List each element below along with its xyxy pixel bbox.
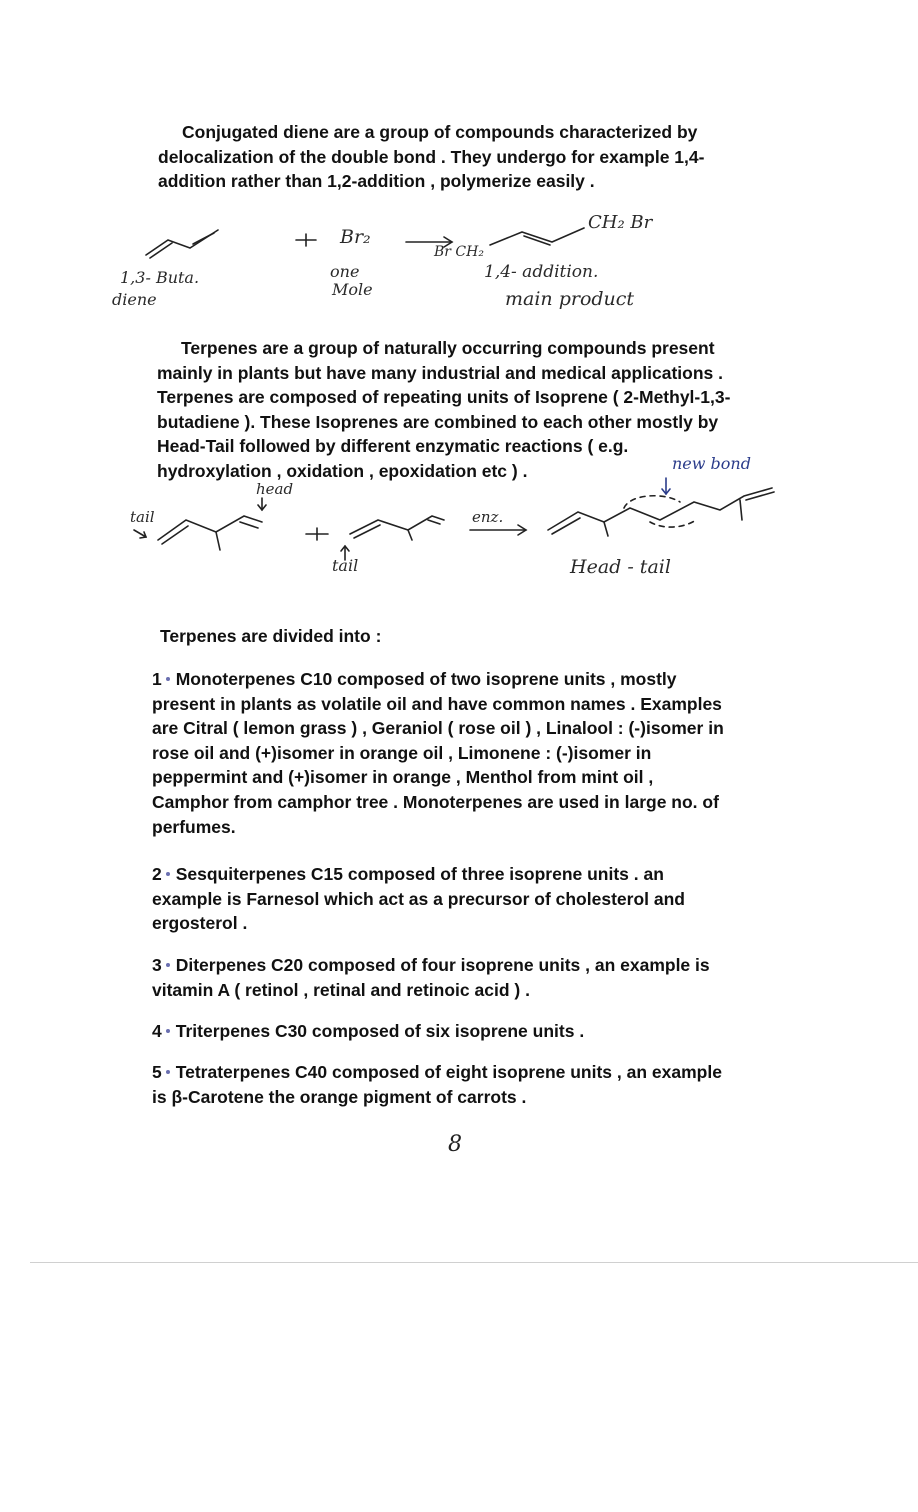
division-heading: Terpenes are divided into :	[160, 626, 382, 646]
bullet-dot	[166, 963, 170, 967]
terpenes-line: mainly in plants but have many industrial and medical applications .	[157, 362, 723, 383]
product-left-group: Br CH₂	[434, 244, 484, 260]
terpenes-line: hydroxylation , oxidation , epoxidation etc ) .	[157, 460, 528, 481]
item-line: Diterpenes C20 composed of four isoprene units , an example is	[175, 955, 710, 975]
double-bond-line	[240, 522, 258, 528]
methyl-branch	[408, 530, 412, 540]
enzyme-label: enz.	[472, 508, 504, 526]
new-bond-label: new bond	[672, 454, 751, 473]
methyl-branch	[604, 522, 608, 536]
product-note: 1,4- addition.	[484, 262, 599, 282]
list-item	[152, 667, 724, 839]
item-line: present in plants as volatile oil and have common names . Examples	[152, 693, 722, 714]
item-line: peppermint and (+)isomer in orange , Menthol from mint oil ,	[152, 767, 654, 788]
item-line: vitamin A ( retinol , retinal and retinoic acid ) .	[152, 979, 530, 1000]
butadiene-label: diene	[112, 290, 157, 309]
bullet-dot	[166, 1070, 170, 1074]
item-number: 1	[152, 669, 162, 689]
terpenes-line: Terpenes are a group of naturally occurring compounds present	[181, 338, 715, 358]
list-item	[152, 1019, 584, 1044]
methyl-branch	[740, 500, 742, 520]
double-bond-line	[428, 520, 440, 524]
intro-line: Conjugated diene are a group of compounds characterized by	[182, 122, 698, 142]
item-line: Monoterpenes C10 composed of two isoprene units , mostly	[175, 669, 677, 689]
item-line: rose oil and (+)isomer in orange oil , Limonene : (-)isomer in	[152, 742, 652, 763]
bullet-dot	[166, 872, 170, 876]
item-line: is β-Carotene the orange pigment of carrots .	[152, 1086, 527, 1107]
item-line: Triterpenes C30 composed of six isoprene units .	[175, 1021, 585, 1041]
double-bond-line	[354, 525, 380, 538]
product-note: main product	[505, 288, 635, 310]
head-label: head	[256, 480, 294, 498]
item-line: are Citral ( lemon grass ) , Geraniol ( rose oil ) , Linalool : (-)isomer in	[152, 718, 724, 739]
dashed-new-ring	[624, 496, 696, 527]
intro-line: addition rather than 1,2-addition , polymerize easily .	[158, 171, 595, 192]
item-line: Sesquiterpenes C15 composed of three isoprene units . an	[175, 864, 664, 884]
methyl-branch	[216, 532, 220, 550]
dimer-skeleton	[548, 488, 772, 530]
page-number: 8	[448, 1132, 462, 1157]
tail-label-2: tail	[332, 556, 359, 575]
bullet-dot	[166, 1029, 170, 1033]
terpenes-line: Head-Tail followed by different enzymatic reactions ( e.g.	[157, 436, 629, 457]
bullet-dot	[166, 677, 170, 681]
list-item	[152, 953, 710, 1002]
bromine-reagent: Br₂	[340, 226, 371, 248]
isoprene-skeleton	[350, 516, 444, 534]
tail-label: tail	[130, 508, 155, 526]
intro-line: delocalization of the double bond . They undergo for example 1,4-	[158, 146, 705, 167]
double-bond-line	[746, 492, 774, 500]
item-line: Tetraterpenes C40 composed of eight isoprene units , an example	[175, 1062, 722, 1082]
list-item	[152, 862, 685, 936]
item-line: example is Farnesol which act as a precursor of cholesterol and	[152, 888, 685, 909]
item-line: perfumes.	[152, 816, 236, 837]
terpenes-line: butadiene ). These Isoprenes are combined to each other mostly by	[157, 411, 719, 432]
item-line: Camphor from camphor tree . Monoterpenes are used in large no. of	[152, 791, 719, 812]
page-edge-divider	[30, 1262, 918, 1263]
product-right-group: CH₂ Br	[588, 212, 653, 233]
terpenes-line: Terpenes are composed of repeating units of Isoprene ( 2-Methyl-1,3-	[157, 387, 731, 408]
reagent-note: one	[330, 262, 360, 281]
list-item	[152, 1060, 722, 1109]
reagent-note: Mole	[332, 280, 373, 299]
item-number: 3	[152, 955, 162, 975]
butadiene-label: 1,3- Buta.	[120, 268, 200, 287]
item-number: 4	[152, 1021, 162, 1041]
item-number: 5	[152, 1062, 162, 1082]
item-line: ergosterol .	[152, 913, 248, 934]
head-tail-label: Head - tail	[570, 556, 671, 578]
item-number: 2	[152, 864, 162, 884]
